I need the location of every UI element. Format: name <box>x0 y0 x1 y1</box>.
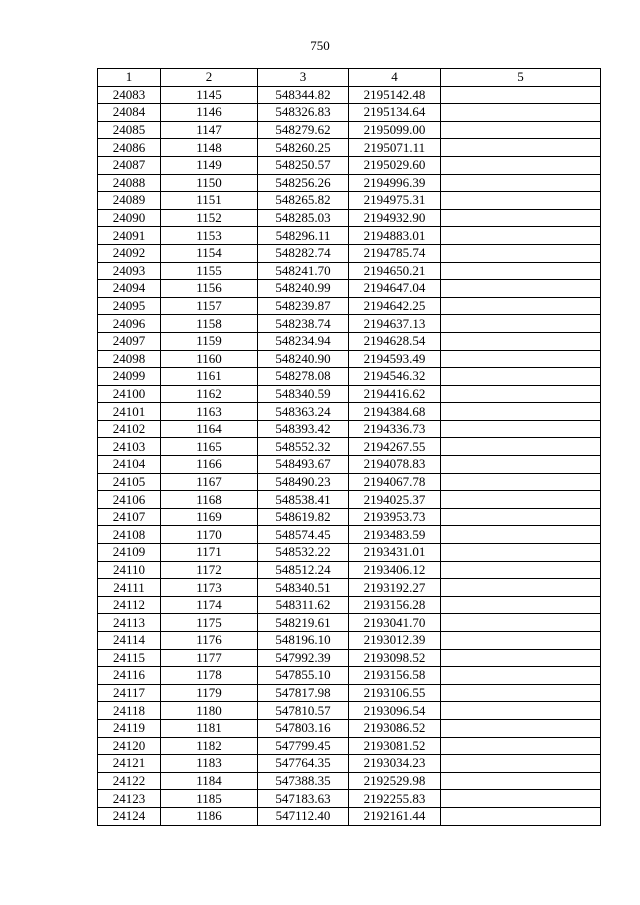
table-cell: 2195134.64 <box>349 104 441 122</box>
table-row <box>98 614 601 632</box>
table-cell: 547764.35 <box>258 755 349 773</box>
table-cell: 24120 <box>98 737 161 755</box>
table-cell: 2194647.04 <box>349 280 441 298</box>
table-row <box>98 596 601 614</box>
table-cell: 548552.32 <box>258 438 349 456</box>
table-cell: 2193106.55 <box>349 684 441 702</box>
table-cell: 548538.41 <box>258 491 349 509</box>
table-cell: 24116 <box>98 667 161 685</box>
table-cell: 1159 <box>161 332 258 350</box>
table-cell <box>441 579 601 597</box>
column-header: 3 <box>258 69 349 87</box>
table-cell: 548265.82 <box>258 192 349 210</box>
table-cell: 24086 <box>98 139 161 157</box>
table-cell: 2192529.98 <box>349 772 441 790</box>
table-row <box>98 526 601 544</box>
table-cell: 1182 <box>161 737 258 755</box>
column-header: 5 <box>441 69 601 87</box>
table-cell: 1157 <box>161 297 258 315</box>
table-row <box>98 227 601 245</box>
table-cell: 1158 <box>161 315 258 333</box>
table-cell: 548241.70 <box>258 262 349 280</box>
table-cell <box>441 473 601 491</box>
table-cell: 548240.99 <box>258 280 349 298</box>
table-cell: 2192161.44 <box>349 807 441 825</box>
table-cell: 547992.39 <box>258 649 349 667</box>
table-cell: 2194628.54 <box>349 332 441 350</box>
table-cell: 1155 <box>161 262 258 280</box>
table-cell <box>441 86 601 104</box>
table-cell: 548296.11 <box>258 227 349 245</box>
table-cell: 2193081.52 <box>349 737 441 755</box>
table-row <box>98 807 601 825</box>
table-cell: 548279.62 <box>258 121 349 139</box>
table-cell: 548311.62 <box>258 596 349 614</box>
table-row <box>98 262 601 280</box>
table-row <box>98 456 601 474</box>
table-cell: 1151 <box>161 192 258 210</box>
table-row <box>98 561 601 579</box>
table-cell: 24122 <box>98 772 161 790</box>
table-cell: 2194637.13 <box>349 315 441 333</box>
table-cell: 2193483.59 <box>349 526 441 544</box>
table-row <box>98 508 601 526</box>
table-cell: 1145 <box>161 86 258 104</box>
table-row <box>98 491 601 509</box>
table-cell: 24117 <box>98 684 161 702</box>
table-cell <box>441 561 601 579</box>
table-cell <box>441 667 601 685</box>
table-cell: 548532.22 <box>258 544 349 562</box>
table-row <box>98 755 601 773</box>
table-cell: 1181 <box>161 719 258 737</box>
table-row <box>98 737 601 755</box>
table-cell: 548240.90 <box>258 350 349 368</box>
table-cell <box>441 649 601 667</box>
table-row <box>98 772 601 790</box>
table-cell: 1179 <box>161 684 258 702</box>
table-cell: 2194883.01 <box>349 227 441 245</box>
table-row <box>98 244 601 262</box>
table-cell: 1148 <box>161 139 258 157</box>
table-cell: 2195142.48 <box>349 86 441 104</box>
table-cell <box>441 156 601 174</box>
table-cell: 1153 <box>161 227 258 245</box>
table-cell: 24087 <box>98 156 161 174</box>
table-cell <box>441 227 601 245</box>
table-row <box>98 438 601 456</box>
table-cell: 1165 <box>161 438 258 456</box>
table-cell: 2194067.78 <box>349 473 441 491</box>
table-row <box>98 702 601 720</box>
table-cell <box>441 719 601 737</box>
table-cell: 1160 <box>161 350 258 368</box>
table-cell <box>441 508 601 526</box>
table-cell: 2195099.00 <box>349 121 441 139</box>
table-cell: 1185 <box>161 790 258 808</box>
table-cell <box>441 368 601 386</box>
table-cell: 1171 <box>161 544 258 562</box>
table-row <box>98 684 601 702</box>
table-cell: 24124 <box>98 807 161 825</box>
table-cell: 1149 <box>161 156 258 174</box>
table-cell: 2193086.52 <box>349 719 441 737</box>
table-cell <box>441 438 601 456</box>
table-cell: 547388.35 <box>258 772 349 790</box>
table-cell: 1166 <box>161 456 258 474</box>
table-cell: 24091 <box>98 227 161 245</box>
table-cell: 24106 <box>98 491 161 509</box>
table-cell: 1170 <box>161 526 258 544</box>
table-cell: 2193156.28 <box>349 596 441 614</box>
table-row <box>98 315 601 333</box>
table-cell: 24121 <box>98 755 161 773</box>
table-cell: 2194384.68 <box>349 403 441 421</box>
table-cell: 24119 <box>98 719 161 737</box>
table-cell: 1154 <box>161 244 258 262</box>
table-cell: 24112 <box>98 596 161 614</box>
table-row <box>98 192 601 210</box>
table-row <box>98 403 601 421</box>
table-cell: 1173 <box>161 579 258 597</box>
table-row <box>98 667 601 685</box>
table-cell: 1162 <box>161 385 258 403</box>
table-cell: 1150 <box>161 174 258 192</box>
table-row <box>98 473 601 491</box>
table-body <box>98 86 601 825</box>
table-cell: 548250.57 <box>258 156 349 174</box>
table-cell <box>441 755 601 773</box>
table-row <box>98 174 601 192</box>
table-cell: 548619.82 <box>258 508 349 526</box>
table-cell: 2193406.12 <box>349 561 441 579</box>
table-cell: 1169 <box>161 508 258 526</box>
table-cell: 24118 <box>98 702 161 720</box>
table-row <box>98 385 601 403</box>
table-cell: 2194336.73 <box>349 420 441 438</box>
table-cell: 548285.03 <box>258 209 349 227</box>
table-cell: 1175 <box>161 614 258 632</box>
table-cell <box>441 737 601 755</box>
table-cell: 1178 <box>161 667 258 685</box>
column-header: 2 <box>161 69 258 87</box>
table-cell: 2194546.32 <box>349 368 441 386</box>
table-cell <box>441 192 601 210</box>
table-cell: 548278.08 <box>258 368 349 386</box>
table-cell: 24101 <box>98 403 161 421</box>
table-cell: 548282.74 <box>258 244 349 262</box>
table-cell: 1168 <box>161 491 258 509</box>
table-cell: 24110 <box>98 561 161 579</box>
table-row <box>98 209 601 227</box>
table-cell <box>441 262 601 280</box>
table-cell: 24093 <box>98 262 161 280</box>
table-row <box>98 104 601 122</box>
table-cell <box>441 632 601 650</box>
table-cell: 547855.10 <box>258 667 349 685</box>
table-cell: 547810.57 <box>258 702 349 720</box>
table-row <box>98 350 601 368</box>
table-cell: 24108 <box>98 526 161 544</box>
table-cell: 548493.67 <box>258 456 349 474</box>
table-row <box>98 579 601 597</box>
table-cell <box>441 315 601 333</box>
table-cell: 2194593.49 <box>349 350 441 368</box>
table-cell: 2193034.23 <box>349 755 441 773</box>
table-cell: 2194267.55 <box>349 438 441 456</box>
table-cell <box>441 280 601 298</box>
table-cell: 24088 <box>98 174 161 192</box>
table-cell: 1152 <box>161 209 258 227</box>
table-cell: 2193953.73 <box>349 508 441 526</box>
table-cell: 1186 <box>161 807 258 825</box>
table-cell: 24095 <box>98 297 161 315</box>
table-cell: 24105 <box>98 473 161 491</box>
table-cell: 2193192.27 <box>349 579 441 597</box>
table-cell: 2194642.25 <box>349 297 441 315</box>
table-cell <box>441 807 601 825</box>
table-cell <box>441 526 601 544</box>
table-cell: 548196.10 <box>258 632 349 650</box>
table-cell: 1174 <box>161 596 258 614</box>
table-cell: 548363.24 <box>258 403 349 421</box>
table-cell: 547112.40 <box>258 807 349 825</box>
table-cell: 1183 <box>161 755 258 773</box>
table-cell: 24096 <box>98 315 161 333</box>
table-cell: 2194932.90 <box>349 209 441 227</box>
table-cell: 1177 <box>161 649 258 667</box>
table-cell: 2194975.31 <box>349 192 441 210</box>
table-cell: 2193098.52 <box>349 649 441 667</box>
table-cell: 547817.98 <box>258 684 349 702</box>
table-cell: 24123 <box>98 790 161 808</box>
table-cell: 2194078.83 <box>349 456 441 474</box>
table-cell: 1161 <box>161 368 258 386</box>
table-cell <box>441 614 601 632</box>
table-cell <box>441 121 601 139</box>
table-cell <box>441 456 601 474</box>
table-cell: 24113 <box>98 614 161 632</box>
table-cell: 24115 <box>98 649 161 667</box>
table-cell <box>441 244 601 262</box>
table-cell: 547183.63 <box>258 790 349 808</box>
table-cell: 1176 <box>161 632 258 650</box>
table-row <box>98 420 601 438</box>
table-cell <box>441 174 601 192</box>
table-cell: 548574.45 <box>258 526 349 544</box>
table-row <box>98 544 601 562</box>
table-cell <box>441 350 601 368</box>
table-cell: 24109 <box>98 544 161 562</box>
table-row <box>98 156 601 174</box>
table-cell: 1172 <box>161 561 258 579</box>
table-cell: 24092 <box>98 244 161 262</box>
table-cell: 2193096.54 <box>349 702 441 720</box>
table-cell: 24102 <box>98 420 161 438</box>
table-cell <box>441 332 601 350</box>
table-row <box>98 86 601 104</box>
table-cell: 24098 <box>98 350 161 368</box>
table-row <box>98 332 601 350</box>
table-cell: 548512.24 <box>258 561 349 579</box>
table-cell: 24094 <box>98 280 161 298</box>
table-row <box>98 368 601 386</box>
table-row <box>98 121 601 139</box>
table-cell: 2194025.37 <box>349 491 441 509</box>
table-cell: 24090 <box>98 209 161 227</box>
table-cell <box>441 139 601 157</box>
table-cell <box>441 403 601 421</box>
table-row <box>98 297 601 315</box>
table-cell: 2194785.74 <box>349 244 441 262</box>
table-cell: 1156 <box>161 280 258 298</box>
page-number: 750 <box>310 38 330 53</box>
table-cell <box>441 544 601 562</box>
table-cell: 24084 <box>98 104 161 122</box>
table-cell: 548239.87 <box>258 297 349 315</box>
table-cell: 548238.74 <box>258 315 349 333</box>
table-cell: 24097 <box>98 332 161 350</box>
table-cell: 2195071.11 <box>349 139 441 157</box>
table-cell: 24111 <box>98 579 161 597</box>
table-cell: 2192255.83 <box>349 790 441 808</box>
table-cell: 2193012.39 <box>349 632 441 650</box>
table-cell <box>441 772 601 790</box>
table-cell: 24099 <box>98 368 161 386</box>
table-cell: 1163 <box>161 403 258 421</box>
table-cell <box>441 104 601 122</box>
table-row <box>98 280 601 298</box>
table-cell: 548490.23 <box>258 473 349 491</box>
table-cell <box>441 684 601 702</box>
table-row <box>98 719 601 737</box>
table-cell: 548326.83 <box>258 104 349 122</box>
table-cell: 548344.82 <box>258 86 349 104</box>
table-cell <box>441 420 601 438</box>
table-row <box>98 632 601 650</box>
table-cell: 547799.45 <box>258 737 349 755</box>
table-cell <box>441 385 601 403</box>
table-cell: 1147 <box>161 121 258 139</box>
table-cell: 548393.42 <box>258 420 349 438</box>
table-cell: 1167 <box>161 473 258 491</box>
table-cell: 24100 <box>98 385 161 403</box>
table-cell: 548340.59 <box>258 385 349 403</box>
table-cell: 2194650.21 <box>349 262 441 280</box>
table-cell: 1184 <box>161 772 258 790</box>
table-cell <box>441 297 601 315</box>
table-cell <box>441 596 601 614</box>
table-row <box>98 139 601 157</box>
table-cell: 2193156.58 <box>349 667 441 685</box>
table-row <box>98 649 601 667</box>
table-cell: 24085 <box>98 121 161 139</box>
table-cell: 2194996.39 <box>349 174 441 192</box>
table-cell <box>441 209 601 227</box>
table-cell: 548234.94 <box>258 332 349 350</box>
table-cell: 547803.16 <box>258 719 349 737</box>
table-cell: 548256.26 <box>258 174 349 192</box>
coordinates-table <box>97 68 601 826</box>
table-header-row <box>98 69 601 87</box>
table-cell <box>441 491 601 509</box>
table-cell: 1164 <box>161 420 258 438</box>
table-cell: 24103 <box>98 438 161 456</box>
table-cell: 2193041.70 <box>349 614 441 632</box>
table-cell: 2194416.62 <box>349 385 441 403</box>
table-cell <box>441 790 601 808</box>
table-cell: 2195029.60 <box>349 156 441 174</box>
table-cell: 24089 <box>98 192 161 210</box>
table-cell: 24114 <box>98 632 161 650</box>
table-row <box>98 790 601 808</box>
table-cell: 24083 <box>98 86 161 104</box>
column-header: 1 <box>98 69 161 87</box>
table-cell: 548219.61 <box>258 614 349 632</box>
table-cell: 548340.51 <box>258 579 349 597</box>
table-cell: 2193431.01 <box>349 544 441 562</box>
table-cell: 548260.25 <box>258 139 349 157</box>
table-cell: 24104 <box>98 456 161 474</box>
table-cell: 24107 <box>98 508 161 526</box>
column-header: 4 <box>349 69 441 87</box>
table-cell: 1146 <box>161 104 258 122</box>
table-cell: 1180 <box>161 702 258 720</box>
table-cell <box>441 702 601 720</box>
